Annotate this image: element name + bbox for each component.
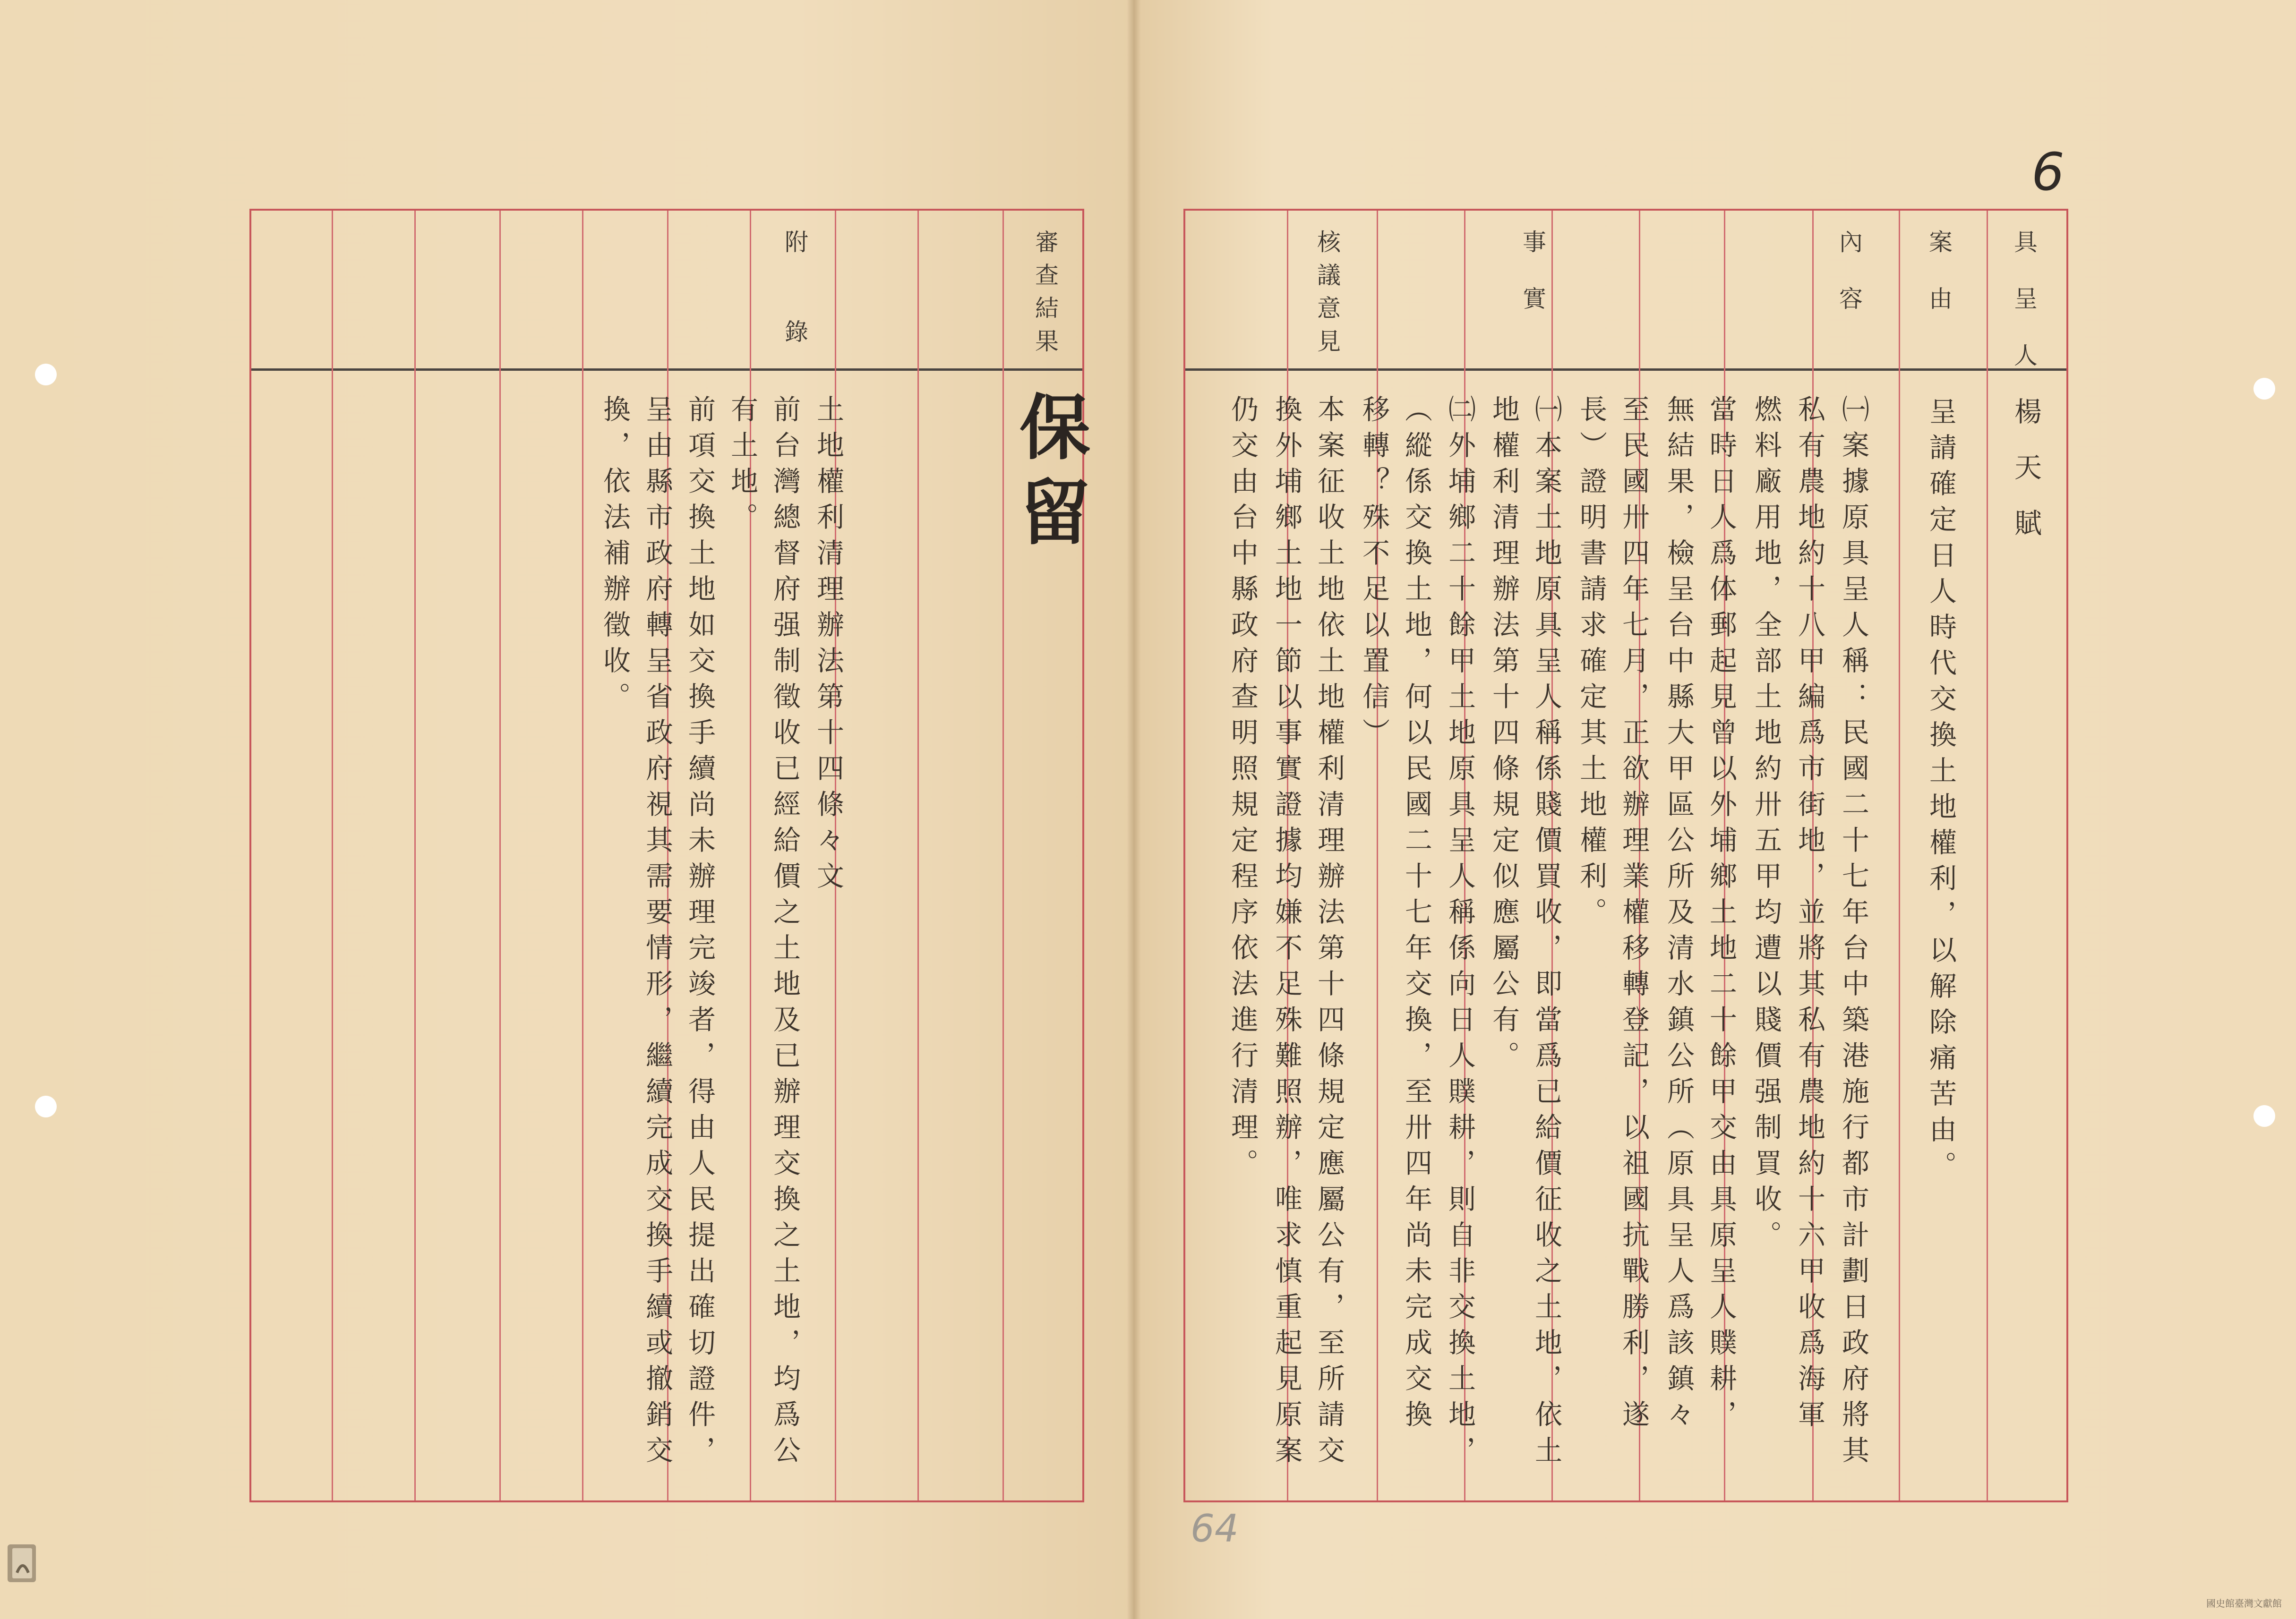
petitioner-name: 楊天賦 — [2010, 397, 2042, 564]
content-line-4: 當時日人爲体郵起見曾以外埔鄉土地二十餘甲交由具原呈人贌耕， — [1705, 395, 1737, 1436]
page-number: 6 — [2031, 142, 2065, 202]
pencil-mark: 64 — [1191, 1507, 1239, 1551]
note-line-3: 有土地。 — [726, 395, 758, 538]
facts-line-5: （縱係交換土地，何以民國二十七年交換，至卅四年尚未完成交換 — [1400, 395, 1432, 1436]
binder-hole — [2253, 378, 2275, 400]
label-facts: 事實 — [1519, 230, 1546, 343]
content-line-5: 無結果，檢呈台中縣大甲區公所及清水鎮公所（原具呈人爲該鎮々 — [1662, 395, 1695, 1436]
right-form — [1183, 209, 2068, 1502]
note-line-6: 換，依法補辦徵收。 — [599, 395, 631, 718]
column-divider — [414, 211, 416, 1500]
label-petitioner: 具呈人 — [2010, 230, 2038, 400]
header-rule — [1185, 368, 2066, 371]
archive-logo-icon — [4, 1540, 46, 1587]
column-divider — [917, 211, 919, 1500]
facts-line-4: ㈡外埔鄉二十餘甲土地原具呈人稱係向日人贌耕，則自非交換土地， — [1444, 395, 1476, 1472]
label-result: 審查結果 — [1031, 230, 1059, 362]
content-line-1: ㈠案據原具呈人稱：民國二十七年台中築港施行都市計劃日政府將其 — [1837, 395, 1869, 1472]
label-cause: 案由 — [1925, 230, 1953, 343]
column-divider — [332, 211, 333, 1500]
left-form — [249, 209, 1090, 1502]
handwritten-stamp: 保留 — [1007, 390, 1090, 560]
label-content: 內容 — [1835, 230, 1863, 343]
note-line-2: 前台灣總督府强制徵收已經給價之土地及已辦理交換之土地，均爲公 — [769, 395, 801, 1472]
facts-line-2: ㈠本案土地原具呈人稱係賤價買收，即當爲已給價征收之土地，依土 — [1530, 395, 1562, 1472]
facts-line-1: 長）證明書請求確定其土地權利。 — [1575, 395, 1607, 933]
content-line-6: 至民國卅四年七月，正欲辦理業權移轉登記，以祖國抗戰勝利，遂 — [1618, 395, 1650, 1436]
binder-hole — [2253, 1105, 2275, 1127]
binder-hole — [35, 1096, 57, 1117]
column-divider — [1899, 211, 1900, 1500]
binder-hole — [35, 364, 57, 385]
opinion-line-1: 本案征收土地依土地權利清理辦法第十四條規定應屬公有，至所請交 — [1313, 395, 1345, 1472]
column-divider — [499, 211, 501, 1500]
cause-text: 呈請確定日人時代交換土地權利，以解除痛苦由。 — [1925, 397, 1957, 1187]
column-divider — [1987, 211, 1988, 1500]
content-line-3: 燃料廠用地，全部土地約卅五甲均遭以賤價强制買收。 — [1750, 395, 1782, 1256]
column-divider — [582, 211, 583, 1500]
book-fold — [1127, 0, 1141, 1619]
note-line-4: 前項交換土地如交換手續尚未辦理完竣者，得由人民提出確切證件， — [684, 395, 716, 1472]
content-line-2: 私有農地約十八甲編爲市街地，並將其私有農地約十六甲收爲海軍 — [1793, 395, 1825, 1436]
opinion-line-2: 換外埔鄉土地一節以事實證據均嫌不足殊難照辦，唯求慎重起見原案 — [1270, 395, 1302, 1472]
facts-line-3: 地權利清理辦法第十四條規定似應屬公有。 — [1488, 395, 1520, 1077]
label-opinion: 核議意見 — [1313, 230, 1341, 362]
label-note: 附錄 — [781, 230, 808, 409]
opinion-line-3: 仍交由台中縣政府查明照規定程序依法進行清理。 — [1226, 395, 1259, 1184]
note-line-5: 呈由縣市政府轉呈省政府視其需要情形，繼續完成交換手續或撤銷交 — [641, 395, 673, 1472]
note-line-1: 土地權利清理辦法第十四條々文 — [812, 395, 844, 897]
facts-line-6: 移轉？殊不足以置信） — [1358, 395, 1390, 754]
archive-footer: 國史館臺灣文獻館 — [2206, 1598, 2282, 1609]
